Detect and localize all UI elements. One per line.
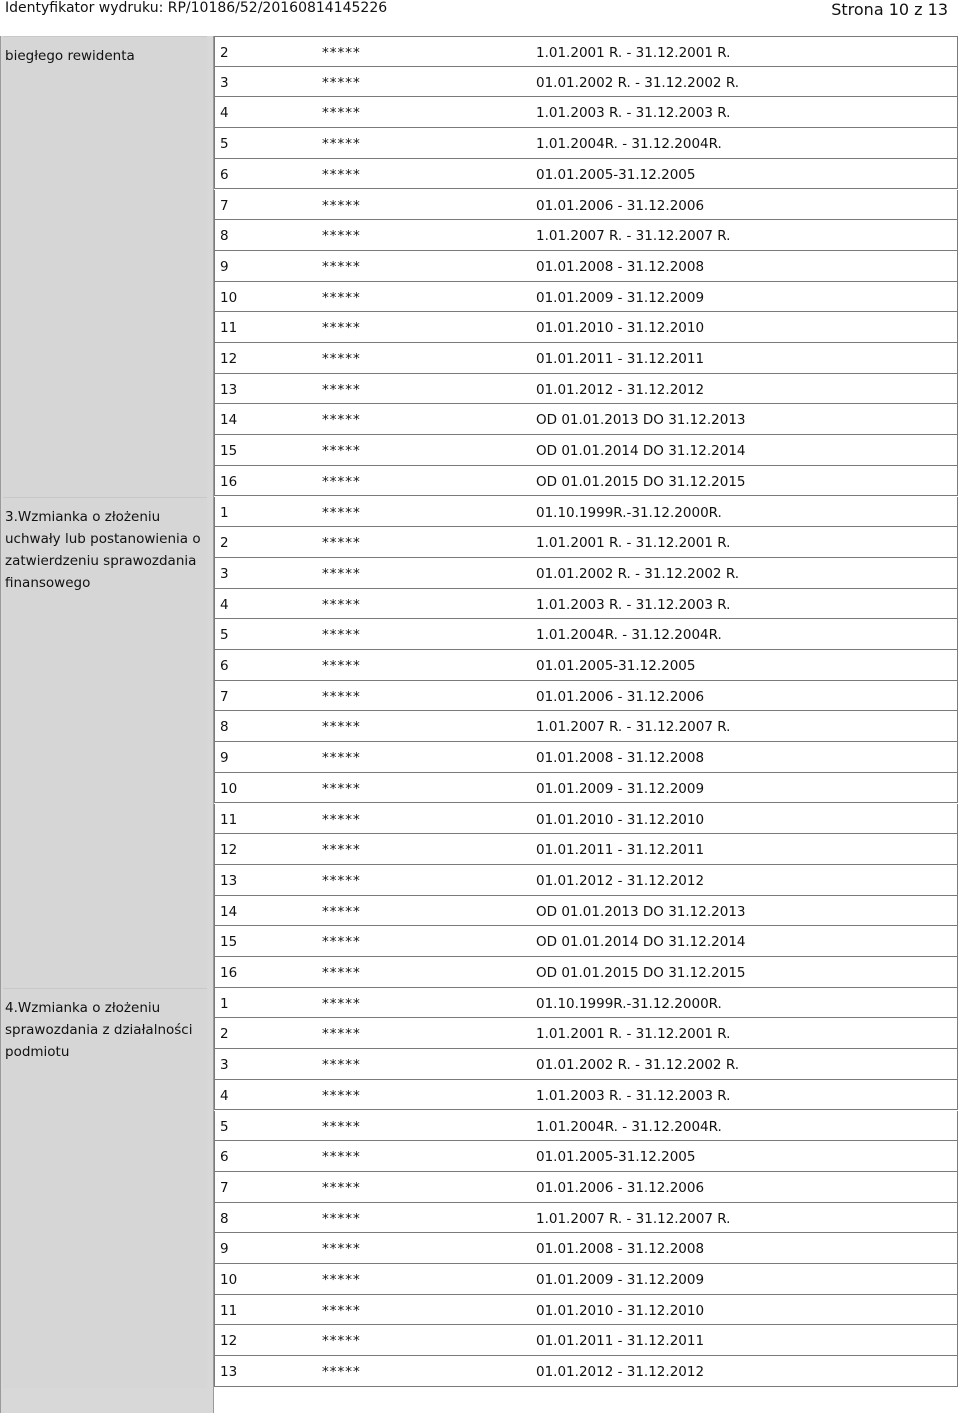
row-number: 7 xyxy=(220,1179,229,1196)
row-number: 7 xyxy=(220,197,229,214)
period-dates: 1.01.2003 R. - 31.12.2003 R. xyxy=(536,1087,731,1104)
masked-value: ***** xyxy=(322,45,361,61)
table-row xyxy=(214,466,958,497)
row-number: 3 xyxy=(220,1057,229,1074)
masked-value: ***** xyxy=(322,166,361,183)
section-label: 3.Wzmianka o złożeniu uchwały lub postanowienia o zatwierdzeniu sprawozdania finansowego xyxy=(5,508,201,591)
period-dates: OD 01.01.2013 DO 31.12.2013 xyxy=(536,903,746,920)
row-number: 13 xyxy=(220,1364,238,1381)
row-number: 2 xyxy=(220,535,229,552)
row-number: 2 xyxy=(220,45,229,61)
table-row xyxy=(214,97,958,128)
masked-value: ***** xyxy=(322,1149,361,1166)
period-dates: 1.01.2007 R. - 31.12.2007 R. xyxy=(536,228,731,245)
masked-value: ***** xyxy=(322,872,361,889)
masked-value: ***** xyxy=(322,289,361,306)
row-number: 5 xyxy=(220,136,229,153)
masked-value: ***** xyxy=(322,903,361,920)
masked-value: ***** xyxy=(322,136,361,153)
masked-value: ***** xyxy=(322,811,361,828)
table-row xyxy=(214,650,958,681)
table-row xyxy=(214,589,958,620)
table-row xyxy=(214,67,958,98)
period-dates: 01.10.1999R.-31.12.2000R. xyxy=(536,504,722,521)
row-number: 4 xyxy=(220,596,229,613)
row-number: 14 xyxy=(220,903,238,920)
period-dates: 1.01.2001 R. - 31.12.2001 R. xyxy=(536,45,731,61)
masked-value: ***** xyxy=(322,535,361,552)
table-row xyxy=(214,804,958,835)
row-number: 13 xyxy=(220,872,238,889)
row-number: 3 xyxy=(220,74,229,91)
table-row xyxy=(214,773,958,804)
masked-value: ***** xyxy=(322,658,361,674)
table-row xyxy=(214,926,958,957)
table-row xyxy=(214,36,958,67)
period-dates: 01.01.2008 - 31.12.2008 xyxy=(536,258,705,275)
row-number: 9 xyxy=(220,750,229,767)
row-number: 9 xyxy=(220,258,229,275)
table-row xyxy=(214,834,958,865)
row-number: 10 xyxy=(220,289,238,306)
table-row xyxy=(214,1233,958,1264)
table-row xyxy=(214,128,958,159)
period-dates: 01.01.2005-31.12.2005 xyxy=(536,658,696,674)
period-dates: 1.01.2001 R. - 31.12.2001 R. xyxy=(536,1026,731,1043)
row-number: 7 xyxy=(220,688,229,705)
table-row xyxy=(214,527,958,558)
masked-value: ***** xyxy=(322,1272,361,1288)
row-number: 10 xyxy=(220,1272,238,1288)
table-row xyxy=(214,282,958,313)
row-number: 4 xyxy=(220,105,229,122)
table-row xyxy=(214,1356,958,1387)
period-dates: 01.01.2008 - 31.12.2008 xyxy=(536,750,705,767)
row-number: 14 xyxy=(220,412,238,429)
masked-value: ***** xyxy=(322,258,361,275)
table-row xyxy=(214,159,958,190)
row-number: 1 xyxy=(220,995,229,1012)
period-dates: 1.01.2003 R. - 31.12.2003 R. xyxy=(536,596,731,613)
table-row xyxy=(214,1264,958,1295)
masked-value: ***** xyxy=(322,750,361,767)
table-row xyxy=(214,312,958,343)
row-number: 9 xyxy=(220,1241,229,1258)
period-dates: 1.01.2004R. - 31.12.2004R. xyxy=(536,136,722,153)
row-number: 2 xyxy=(220,1026,229,1043)
period-dates: OD 01.01.2013 DO 31.12.2013 xyxy=(536,412,746,429)
row-number: 12 xyxy=(220,842,238,859)
table-row xyxy=(214,681,958,712)
period-dates: 01.01.2002 R. - 31.12.2002 R. xyxy=(536,565,740,582)
row-number: 16 xyxy=(220,473,238,490)
masked-value: ***** xyxy=(322,1210,361,1227)
masked-value: ***** xyxy=(322,381,361,398)
period-dates: 01.01.2009 - 31.12.2009 xyxy=(536,780,705,797)
table-row xyxy=(214,1203,958,1234)
section-label: biegłego rewidenta xyxy=(5,48,135,64)
row-number: 1 xyxy=(220,504,229,521)
period-dates: 1.01.2001 R. - 31.12.2001 R. xyxy=(536,535,731,552)
table-row xyxy=(214,1172,958,1203)
masked-value: ***** xyxy=(322,197,361,214)
table-row xyxy=(214,1049,958,1080)
table-row xyxy=(214,220,958,251)
row-number: 13 xyxy=(220,381,238,398)
period-dates: 01.01.2008 - 31.12.2008 xyxy=(536,1241,705,1258)
masked-value: ***** xyxy=(322,1302,361,1319)
row-number: 5 xyxy=(220,627,229,644)
row-number: 8 xyxy=(220,1210,229,1227)
table-row xyxy=(214,251,958,282)
masked-value: ***** xyxy=(322,596,361,613)
row-number: 11 xyxy=(220,811,238,828)
section-label: 4.Wzmianka o złożeniu sprawozdania z działalności podmiotu xyxy=(5,999,193,1060)
period-dates: 01.01.2009 - 31.12.2009 xyxy=(536,1272,705,1288)
row-number: 16 xyxy=(220,965,238,981)
row-number: 3 xyxy=(220,565,229,582)
period-dates: 01.01.2011 - 31.12.2011 xyxy=(536,842,705,859)
row-number: 5 xyxy=(220,1118,229,1135)
period-dates: 01.01.2006 - 31.12.2006 xyxy=(536,688,705,705)
period-dates: 1.01.2007 R. - 31.12.2007 R. xyxy=(536,1210,731,1227)
row-number: 10 xyxy=(220,780,238,797)
period-dates: 01.10.1999R.-31.12.2000R. xyxy=(536,995,722,1012)
period-dates: 1.01.2004R. - 31.12.2004R. xyxy=(536,1118,722,1135)
row-number: 6 xyxy=(220,658,229,674)
period-dates: 01.01.2012 - 31.12.2012 xyxy=(536,872,705,889)
period-dates: 01.01.2010 - 31.12.2010 xyxy=(536,811,705,828)
table-row xyxy=(214,435,958,466)
masked-value: ***** xyxy=(322,412,361,429)
row-number: 15 xyxy=(220,443,238,460)
masked-value: ***** xyxy=(322,443,361,460)
print-identifier: Identyfikator wydruku: RP/10186/52/20160814145226 xyxy=(5,0,388,16)
masked-value: ***** xyxy=(322,228,361,245)
period-dates: OD 01.01.2015 DO 31.12.2015 xyxy=(536,965,746,981)
period-dates: 1.01.2004R. - 31.12.2004R. xyxy=(536,627,722,644)
masked-value: ***** xyxy=(322,719,361,736)
section-label-cell xyxy=(3,988,207,1388)
period-dates: 01.01.2011 - 31.12.2011 xyxy=(536,1333,705,1350)
table-row xyxy=(214,1111,958,1142)
masked-value: ***** xyxy=(322,1057,361,1074)
period-dates: OD 01.01.2015 DO 31.12.2015 xyxy=(536,473,746,490)
period-dates: 01.01.2011 - 31.12.2011 xyxy=(536,351,705,367)
row-number: 11 xyxy=(220,1302,238,1319)
table-row xyxy=(214,374,958,405)
table-row xyxy=(214,865,958,896)
table-row xyxy=(214,558,958,589)
period-dates: 01.01.2006 - 31.12.2006 xyxy=(536,1179,705,1196)
table-row xyxy=(214,742,958,773)
masked-value: ***** xyxy=(322,1364,361,1381)
masked-value: ***** xyxy=(322,934,361,951)
masked-value: ***** xyxy=(322,688,361,705)
period-dates: OD 01.01.2014 DO 31.12.2014 xyxy=(536,934,746,951)
masked-value: ***** xyxy=(322,351,361,367)
table-row xyxy=(214,1295,958,1326)
table-row xyxy=(214,988,958,1019)
row-number: 8 xyxy=(220,719,229,736)
period-dates: 01.01.2002 R. - 31.12.2002 R. xyxy=(536,74,740,91)
section-label-cell xyxy=(3,497,207,989)
row-number: 4 xyxy=(220,1087,229,1104)
row-number: 15 xyxy=(220,934,238,951)
masked-value: ***** xyxy=(322,565,361,582)
period-dates: 01.01.2012 - 31.12.2012 xyxy=(536,381,705,398)
period-dates: 01.01.2010 - 31.12.2010 xyxy=(536,320,705,337)
masked-value: ***** xyxy=(322,105,361,122)
table-row xyxy=(214,619,958,650)
period-dates: 01.01.2012 - 31.12.2012 xyxy=(536,1364,705,1381)
row-number: 11 xyxy=(220,320,238,337)
period-dates: 01.01.2005-31.12.2005 xyxy=(536,1149,696,1166)
period-dates: 01.01.2002 R. - 31.12.2002 R. xyxy=(536,1057,740,1074)
table-row xyxy=(214,1018,958,1049)
period-dates: 01.01.2009 - 31.12.2009 xyxy=(536,289,705,306)
table-row xyxy=(214,343,958,374)
masked-value: ***** xyxy=(322,627,361,644)
table-row xyxy=(214,1141,958,1172)
masked-value: ***** xyxy=(322,1118,361,1135)
masked-value: ***** xyxy=(322,1087,361,1104)
row-number: 6 xyxy=(220,166,229,183)
masked-value: ***** xyxy=(322,1179,361,1196)
masked-value: ***** xyxy=(322,1333,361,1350)
masked-value: ***** xyxy=(322,320,361,337)
row-number: 12 xyxy=(220,1333,238,1350)
masked-value: ***** xyxy=(322,780,361,797)
page-number: Strona 10 z 13 xyxy=(831,0,948,19)
row-number: 8 xyxy=(220,228,229,245)
table-row xyxy=(214,404,958,435)
masked-value: ***** xyxy=(322,504,361,521)
table-row xyxy=(214,1325,958,1356)
table-row xyxy=(214,497,958,528)
masked-value: ***** xyxy=(322,842,361,859)
table-row xyxy=(214,711,958,742)
row-number: 12 xyxy=(220,351,238,367)
masked-value: ***** xyxy=(322,1241,361,1258)
masked-value: ***** xyxy=(322,1026,361,1043)
masked-value: ***** xyxy=(322,965,361,981)
section-label-cell xyxy=(3,36,207,498)
period-dates: 01.01.2005-31.12.2005 xyxy=(536,166,696,183)
print-header xyxy=(0,0,960,22)
period-dates: 1.01.2007 R. - 31.12.2007 R. xyxy=(536,719,731,736)
table-row xyxy=(214,1080,958,1111)
period-dates: 1.01.2003 R. - 31.12.2003 R. xyxy=(536,105,731,122)
row-number: 6 xyxy=(220,1149,229,1166)
table-row xyxy=(214,190,958,221)
table-row xyxy=(214,896,958,927)
table-row xyxy=(214,957,958,988)
masked-value: ***** xyxy=(322,995,361,1012)
period-dates: OD 01.01.2014 DO 31.12.2014 xyxy=(536,443,746,460)
period-dates: 01.01.2010 - 31.12.2010 xyxy=(536,1302,705,1319)
masked-value: ***** xyxy=(322,473,361,490)
masked-value: ***** xyxy=(322,74,361,91)
period-dates: 01.01.2006 - 31.12.2006 xyxy=(536,197,705,214)
